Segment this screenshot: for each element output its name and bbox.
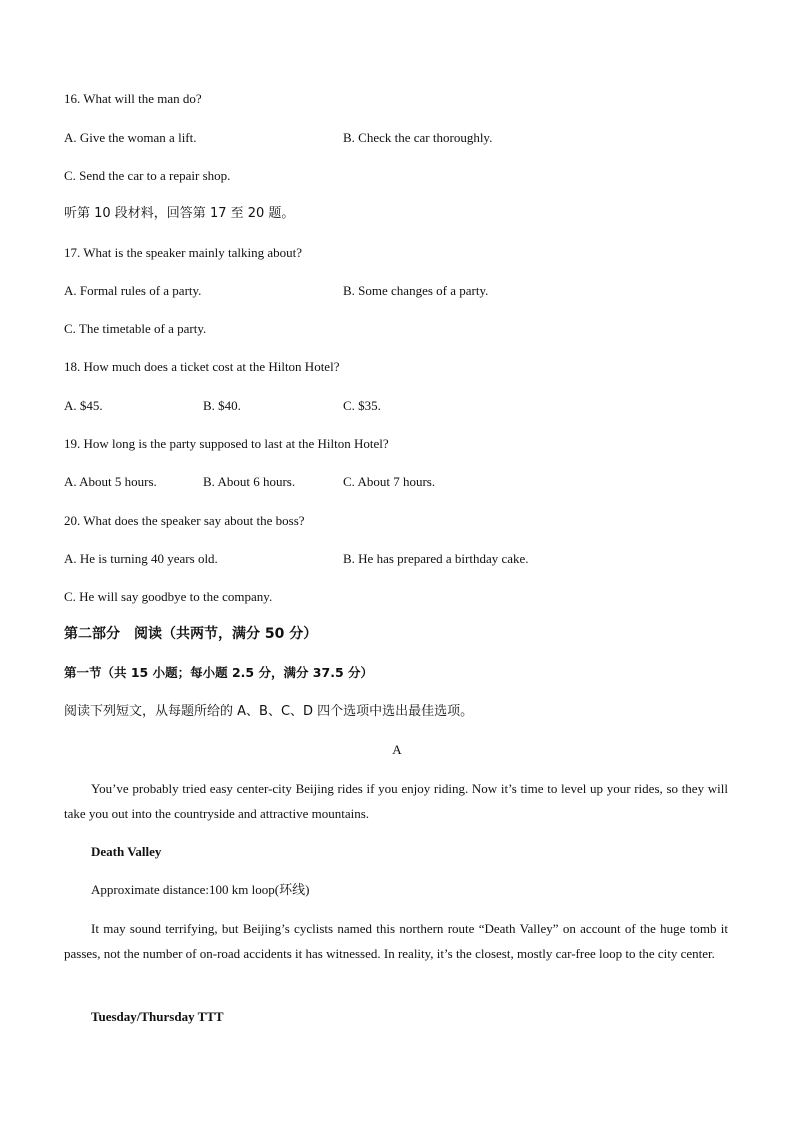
route-1-distance: Approximate distance:100 km loop(环线) [91, 882, 310, 897]
question-18-stem: 18. How much does a ticket cost at the Hilton Hotel? [64, 359, 340, 374]
section-1-title: 第一节（共 15 小题；每小题 2.5 分，满分 37.5 分） [64, 665, 373, 680]
question-17-stem: 17. What is the speaker mainly talking about? [64, 245, 303, 260]
question-20-option-b: B. He has prepared a birthday cake. [343, 551, 529, 566]
question-20-stem: 20. What does the speaker say about the boss? [64, 513, 305, 528]
passage-letter: A [392, 742, 402, 757]
section-10-instruction: 听第 10 段材料，回答第 17 至 20 题。 [64, 206, 295, 221]
question-17-option-b: B. Some changes of a party. [343, 283, 489, 298]
question-19-stem: 19. How long is the party supposed to last at the Hilton Hotel? [64, 436, 389, 451]
part-2-title: 第二部分 阅读（共两节，满分 50 分） [64, 626, 318, 642]
question-18-option-c: C. $35. [343, 398, 381, 413]
question-16-stem: 16. What will the man do? [64, 91, 202, 106]
reading-instruction: 阅读下列短文，从每题所给的 A、B、C、D 四个选项中选出最佳选项。 [64, 704, 474, 719]
passage-intro: You’ve probably tried easy center-city Beijing rides if you enjoy riding. Now it’s time to level up your rides, so they will take you out into the countryside and attractive mountains. [64, 781, 728, 821]
question-18-option-a: A. $45. [64, 398, 103, 413]
question-17-option-a: A. Formal rules of a party. [64, 283, 202, 298]
route-1-title: Death Valley [91, 844, 162, 859]
question-19-option-c: C. About 7 hours. [343, 474, 436, 489]
question-18-option-b: B. $40. [203, 398, 241, 413]
question-19-option-b: B. About 6 hours. [203, 474, 296, 489]
question-20-option-c: C. He will say goodbye to the company. [64, 589, 273, 604]
question-17-option-c: C. The timetable of a party. [64, 321, 207, 336]
question-16-option-c: C. Send the car to a repair shop. [64, 168, 231, 183]
route-2-title: Tuesday/Thursday TTT [91, 1009, 224, 1024]
question-20-option-a: A. He is turning 40 years old. [64, 551, 218, 566]
route-1-description: It may sound terrifying, but Beijing’s cyclists named this northern route “Death Valley” on account of the huge tomb it passes, not the number of on-road accidents it has witnessed. In reality, it’s the closest, mostly car-free loop to the city center. [64, 921, 728, 961]
question-16-option-b: B. Check the car thoroughly. [343, 130, 493, 145]
question-16-option-a: A. Give the woman a lift. [64, 130, 197, 145]
question-19-option-a: A. About 5 hours. [64, 474, 157, 489]
